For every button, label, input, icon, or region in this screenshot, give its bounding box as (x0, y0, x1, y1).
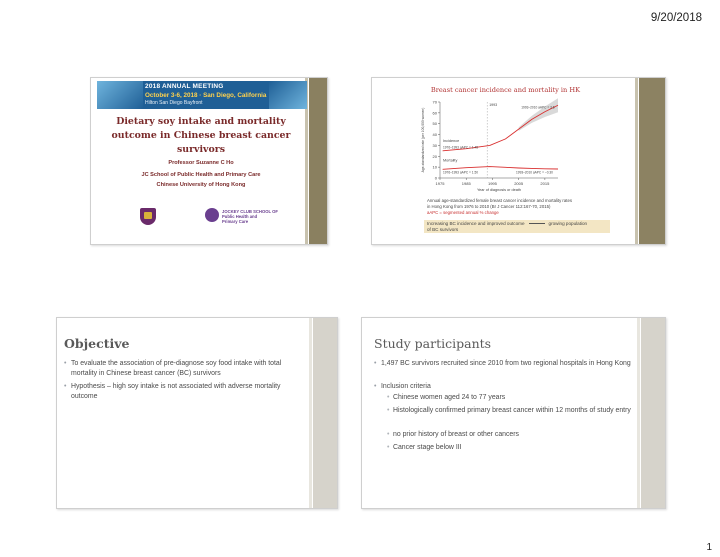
y-tick-label: 70 (432, 99, 437, 105)
x-tick-label: 1995 (487, 181, 497, 186)
annotation-incidence-early: 1976–1993 aAPC = 1.45 (443, 145, 479, 150)
sub-bullet-text: Chinese women aged 24 to 77 years (393, 394, 506, 401)
bullet-dot-icon: • (374, 360, 377, 367)
sub-bullet-dot-icon: • (387, 444, 390, 451)
projection-band (519, 98, 558, 131)
slide-sidebar (313, 318, 337, 508)
y-tick-label: 20 (432, 153, 437, 159)
caption-aapc: aAPC = segmented annual % change (427, 210, 499, 215)
talk-title (101, 115, 301, 157)
mortality-line (443, 167, 558, 170)
takeaway-note (424, 220, 610, 233)
presenter-affiliation: JC School of Public Health and Primary Care (141, 172, 261, 178)
annotation-mortality-early: 1976–1993 aAPC = 1.50 (443, 170, 479, 175)
caption-line: in Hong Kong from 1976 to 2010 (Br J Cancer 112:167-70, 2015) (427, 204, 551, 209)
bullet-dot-icon: • (64, 360, 67, 367)
series-label-incidence: Incidence (443, 139, 460, 144)
note-right: growing population (548, 221, 588, 226)
presenter-university: Chinese University of Hong Kong (156, 182, 246, 188)
bullet-text: Hypothesis – high soy intake is not associated with adverse mortality outcome (71, 383, 281, 401)
page-number: 1 (706, 542, 712, 553)
bullet-item (64, 359, 304, 380)
bullet-dot-icon: • (374, 383, 377, 390)
y-tick-label: 40 (432, 132, 437, 138)
school-logo-icon (205, 208, 219, 222)
slide-sidebar (639, 78, 665, 244)
slide-title[interactable] (90, 77, 328, 245)
slide-objective[interactable] (56, 317, 338, 509)
x-tick-label: 1975 (435, 181, 445, 186)
sub-bullet-dot-icon: • (387, 394, 390, 401)
annotation-mortality-late: 1993–2010 aAPC = −0.30 (516, 170, 553, 175)
bullet-text: To evaluate the association of pre-diagnose soy food intake with total mortality in Chinese breast cancer (BC) survivors (71, 360, 282, 378)
presenter-name: Professor Suzanne C Ho (168, 160, 234, 166)
print-date: 9/20/2018 (650, 12, 702, 24)
banner-line1: 2018 ANNUAL MEETING (145, 83, 224, 90)
sub-bullet-text: Histologically confirmed primary breast cancer within 12 months of study entry (393, 407, 631, 414)
x-axis-label: Year of diagnosis or death (477, 188, 521, 192)
y-tick-label: 50 (432, 121, 437, 127)
logo-text-line: Primary Care (222, 219, 249, 224)
slide-sidebar (309, 78, 327, 244)
series-label-mortality: Mortality (443, 158, 458, 163)
incidence-mortality-chart (416, 96, 576, 196)
annotation-year: 1993 (489, 103, 498, 107)
bullet-item (374, 382, 632, 392)
y-tick-label: 10 (432, 164, 437, 170)
bullet-dot-icon: • (64, 383, 67, 390)
x-tick-label: 2005 (514, 181, 524, 186)
talk-title-line: survivors (177, 144, 225, 155)
sub-bullet-dot-icon: • (387, 431, 390, 438)
school-logo-text (222, 209, 278, 224)
banner-line2: October 3-6, 2018 · San Diego, California (145, 92, 267, 99)
sub-bullet-text: Cancer stage below III (393, 444, 462, 451)
logo-text-line: Public Health and (222, 214, 258, 219)
slide-heading: Objective (64, 336, 130, 351)
logo-text-line: JOCKEY CLUB SCHOOL OF (222, 209, 278, 214)
y-tick-label: 60 (432, 110, 437, 116)
conference-banner (97, 81, 307, 109)
sub-bullet-item (387, 406, 632, 416)
y-tick-label: 30 (432, 142, 437, 148)
slide-heading: Study participants (374, 336, 492, 351)
banner-wave-right (269, 81, 307, 109)
y-axis-label: Age-standardized rate (per 100,000 women) (421, 107, 425, 173)
talk-title-line: outcome in Chinese breast cancer (111, 130, 291, 141)
talk-title-line: Dietary soy intake and mortality (116, 116, 286, 127)
x-tick-label: 1985 (461, 181, 471, 186)
bullet-item (374, 359, 632, 369)
banner-wave-left (97, 81, 143, 109)
sub-bullet-item (387, 393, 632, 403)
bullet-text: 1,497 BC survivors recruited since 2010 from two regional hospitals in Hong Kong (381, 360, 631, 367)
chart-caption (427, 198, 572, 216)
caption-line: Annual age-standardized female breast cancer incidence and mortality rates (427, 198, 572, 203)
x-tick-label: 2015 (540, 181, 550, 186)
bullet-item (64, 382, 304, 403)
university-crest-icon (140, 208, 156, 225)
bullet-text: Inclusion criteria (381, 383, 431, 390)
note-left: Increasing BC incidence and improved outcome (427, 221, 525, 226)
sub-bullet-item (387, 430, 632, 440)
slide-sidebar (641, 318, 665, 508)
note-line2: of BC survivors (427, 227, 459, 232)
chart-title: Breast cancer incidence and mortality in HK (430, 86, 581, 94)
banner-line3: Hilton San Diego Bayfront (145, 100, 203, 106)
sub-bullet-item (387, 443, 632, 453)
slide-chart[interactable] (371, 77, 666, 245)
y-tick-label: 0 (434, 175, 437, 181)
annotation-incidence-late: 1993–2010 aAPC = 3.6 (521, 105, 555, 110)
slide-participants[interactable] (361, 317, 666, 509)
sub-bullet-text: no prior history of breast or other cancers (393, 431, 520, 438)
sub-bullet-dot-icon: • (387, 407, 390, 414)
arrow-icon (529, 223, 545, 224)
